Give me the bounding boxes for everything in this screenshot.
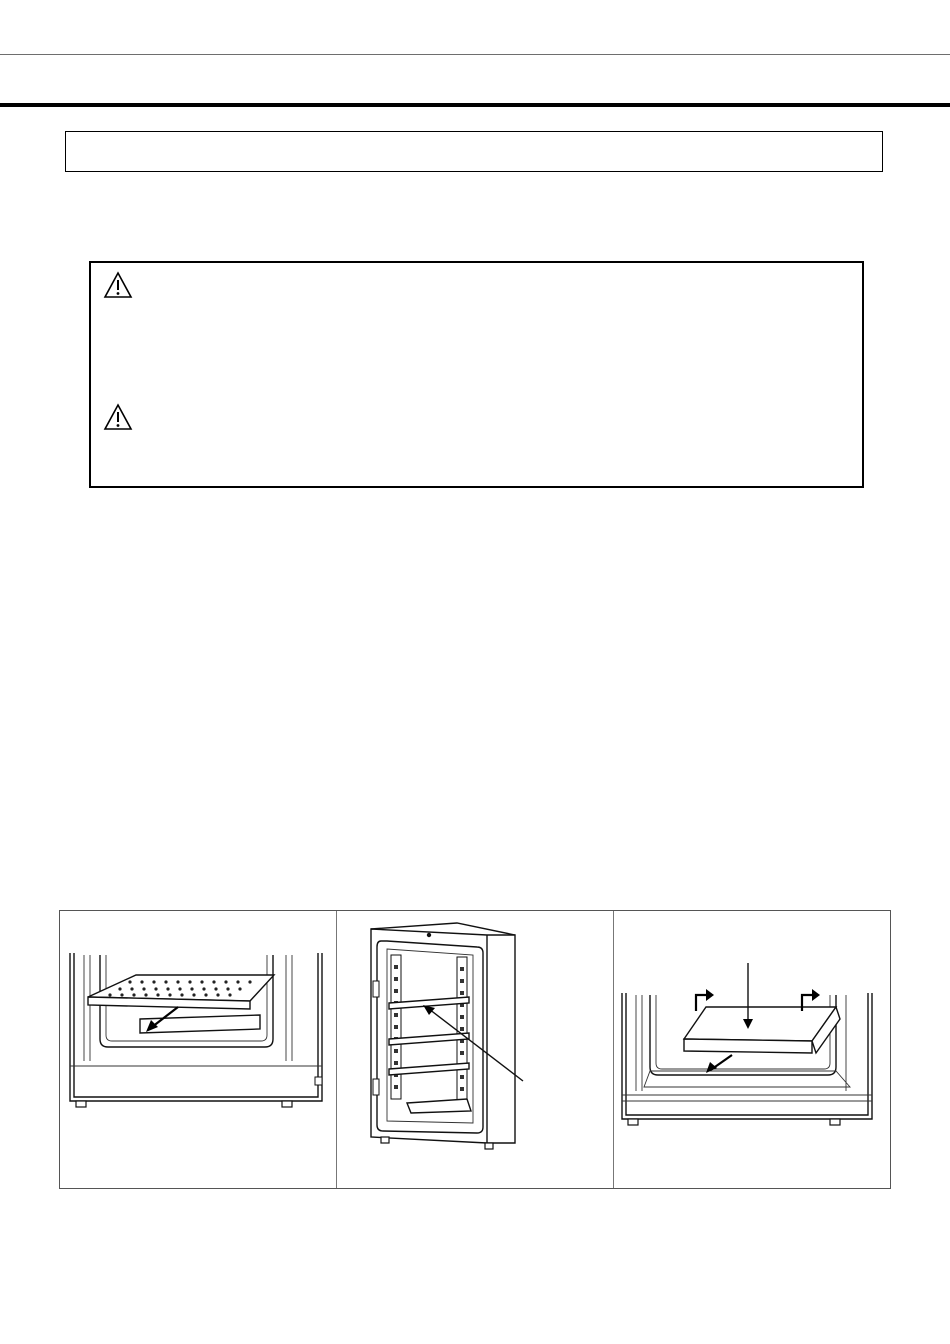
figure-frame bbox=[59, 910, 891, 1189]
figure-panel-1 bbox=[60, 911, 336, 1188]
shelf-rail-illustration bbox=[337, 911, 613, 1188]
warning-triangle-icon bbox=[103, 403, 133, 431]
shelf-removal-illustration bbox=[60, 911, 336, 1188]
section-title-box bbox=[65, 131, 883, 172]
warning-box bbox=[89, 261, 864, 488]
section-title bbox=[66, 132, 882, 152]
warning-triangle-icon bbox=[103, 271, 133, 299]
header-thin-rule bbox=[0, 54, 950, 55]
figure-panel-3 bbox=[614, 911, 890, 1188]
header-thick-rule bbox=[0, 103, 950, 107]
tray-removal-illustration bbox=[614, 911, 890, 1188]
figure-panel-2 bbox=[337, 911, 613, 1188]
